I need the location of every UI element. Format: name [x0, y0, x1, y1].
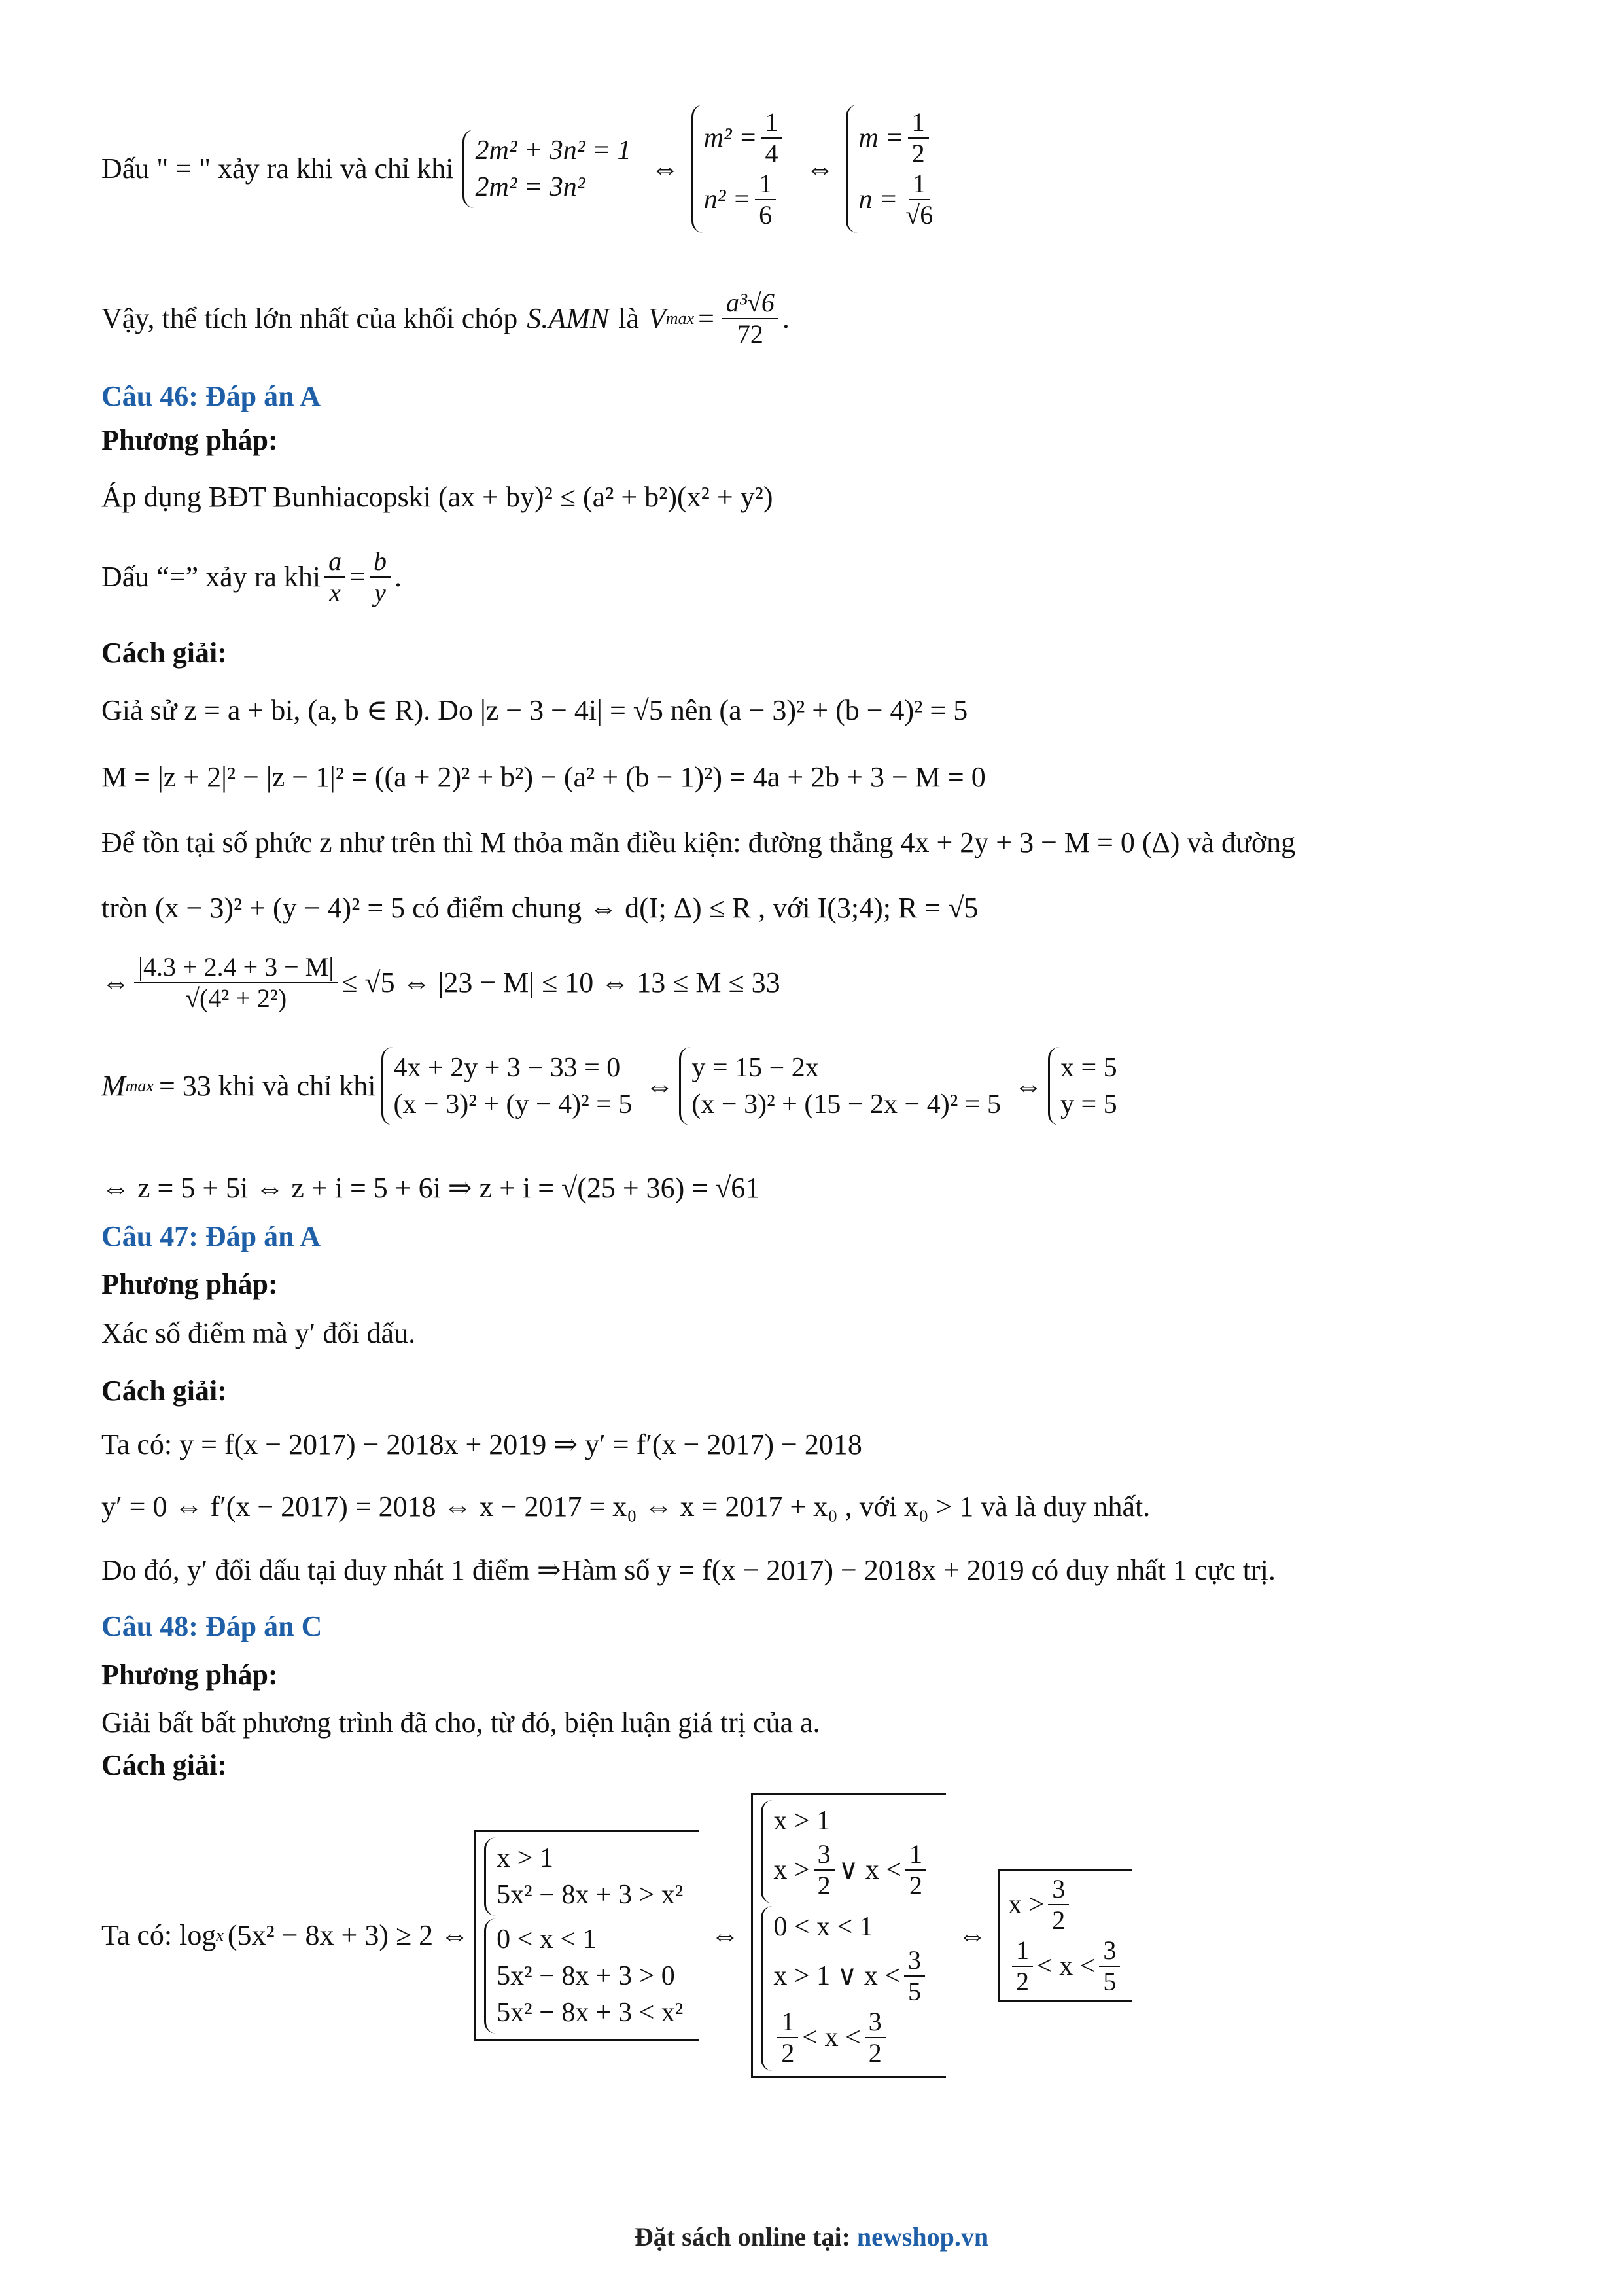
case-set-3: x > $\frac{3}{2}$ $\frac{1}{2}$ < x < $\frac{3}{5}$ — [998, 1869, 1132, 2002]
q48-solution-label: Cách giải: — [101, 1749, 227, 1781]
case-set-1 — [474, 1830, 699, 2041]
case-1a: x > 1 5x² − 8x + 3 > x² — [484, 1837, 691, 1916]
fraction: $\frac{1}{2}$ — [908, 107, 929, 169]
q48-derivation: Ta có: log x (5x² − 8x + 3) ≥ 2 ⇔ x > 1 5x² − 8x + 3 > x² 0 < x < 1 5x² − 8x + 3 > 0 5x² − 8x + 3 < x² ⇔ x > 1 x > $\frac{3}{2}$ ∨ x < $\frac{1}{2}$ 0 < x < 1 x > 1 ∨ x < $\frac{3}{5}$ $\frac{1}{2}$ < x < $\frac{3}{2}$ ⇔ x > $\frac{3}{2}$ $\frac{1}{2}$ < x < $\frac{3}{5}$ — [101, 1793, 1137, 2078]
q46-heading: Câu 46: Đáp án A — [101, 380, 321, 412]
equality-condition-line: Dấu " = " xảy ra khi và chỉ khi 2m² + 3n² = 1 2m² = 3n² ⇔ m² = $\frac{1}{4}$ n² = $\frac{1}{6}$ ⇔ m = $\frac{1}{2}$ n = $\frac{1}{√6}$ — [101, 105, 954, 233]
system-2: m² = $\frac{1}{4}$ n² = $\frac{1}{6}$ — [691, 105, 794, 233]
q48-heading: Câu 48: Đáp án C — [101, 1610, 323, 1642]
q46-method-1: Áp dụng BĐT Bunhiacopski (ax + by)² ≤ (a² + b²)(x² + y²) — [101, 481, 773, 513]
footer: Đặt sách online tại: newshop.vn — [634, 2222, 989, 2252]
q46-step-2: M = |z + 2|² − |z − 1|² = ((a + 2)² + b²) − (a² + (b − 1)²) = 4a + 2b + 3 − M = 0 — [101, 761, 986, 793]
q46-step-3: Để tồn tại số phức z như trên thì M thỏa mãn điều kiện: đường thẳng 4x + 2y + 3 − M = 0 (Δ) và đường — [101, 826, 1296, 858]
case-1b: 0 < x < 1 5x² − 8x + 3 > 0 5x² − 8x + 3 < x² — [484, 1918, 691, 2034]
system-1: 2m² + 3n² = 1 2m² = 3n² — [462, 130, 638, 208]
equality-label: Dấu " = " xảy ra khi và chỉ khi — [101, 152, 454, 185]
q47-solution-label: Cách giải: — [101, 1375, 227, 1407]
q46-method-2: Dấu “=” xảy ra khi $\frac{a}{x}$ = $\frac{b}{y}$ . — [101, 546, 402, 607]
system-max-2: y = 15 − 2x (x − 3)² + (15 − 2x − 4)² = 5 — [679, 1047, 1009, 1125]
volume-fraction: $\frac{\text{a³√6}}{72}$ — [722, 288, 778, 349]
system-max-3: x = 5 y = 5 — [1048, 1047, 1125, 1125]
q47-step-2: y′ = 0 ⇔ f′(x − 2017) = 2018 ⇔ x − 2017 = x₀ ⇔ x = 2017 + x₀ , với x₀ > 1 và là duy nhất. — [101, 1491, 1151, 1523]
q47-method-label: Phương pháp: — [101, 1268, 278, 1300]
system-3: m = $\frac{1}{2}$ n = $\frac{1}{√6}$ — [846, 105, 949, 233]
fraction: $\frac{1}{6}$ — [755, 169, 776, 230]
distance-fraction: $\frac{|4.3 + 2.4 + 3 - M|}{\text{√(4² + 2²)}}$ — [134, 952, 338, 1014]
q46-step-6: M max = 33 khi và chỉ khi 4x + 2y + 3 − 33 = 0 (x − 3)² + (y − 4)² = 5 ⇔ y = 15 − 2x (x − 3)² + (15 − 2x − 4)² = 5 ⇔ x = 5 y = 5 — [101, 1047, 1130, 1125]
fraction: $\frac{b}{y}$ — [370, 546, 391, 608]
q46-step-7: ⇔ z = 5 + 5i ⇔ z + i = 5 + 6i ⇒ z + i = √(25 + 36) = √61 — [101, 1172, 760, 1204]
q47-step-3: Do đó, y′ đổi dấu tại duy nhát 1 điểm ⇒Hàm số y = f(x − 2017) − 2018x + 2019 có duy nhất 1 cực trị. — [101, 1554, 1276, 1586]
q46-solution-label: Cách giải: — [101, 637, 227, 669]
case-set-2 — [751, 1793, 946, 2078]
case-2a: x > 1 x > $\frac{3}{2}$ ∨ x < $\frac{1}{2}$ — [761, 1800, 938, 1903]
case-2b: 0 < x < 1 x > 1 ∨ x < $\frac{3}{5}$ $\frac{1}{2}$ < x < $\frac{3}{2}$ — [761, 1906, 938, 2071]
q46-step-5: ⇔ $\frac{|4.3 + 2.4 + 3 - M|}{\text{√(4² + 2²)}}$ ≤ √5 ⇔ |23 − M| ≤ 10 ⇔ 13 ≤ M ≤ 33 — [101, 952, 780, 1013]
system-max-1: 4x + 2y + 3 − 33 = 0 (x − 3)² + (y − 4)² = 5 — [381, 1047, 640, 1125]
q46-step-4: tròn (x − 3)² + (y − 4)² = 5 có điểm chung ⇔ d(I; Δ) ≤ R , với I(3;4); R = √5 — [101, 892, 979, 924]
q47-heading: Câu 47: Đáp án A — [101, 1220, 321, 1252]
fraction: $\frac{a}{x}$ — [324, 546, 345, 608]
q48-method-label: Phương pháp: — [101, 1659, 278, 1691]
fraction: $\frac{1}{√6}$ — [905, 169, 934, 230]
volume-conclusion-line: Vậy, thể tích lớn nhất của khối chóp S.AMN là V max = $\frac{\text{a³√6}}{72}$ . — [101, 288, 790, 349]
q46-method-label: Phương pháp: — [101, 424, 278, 456]
q47-step-1: Ta có: y = f(x − 2017) − 2018x + 2019 ⇒ y′ = f′(x − 2017) − 2018 — [101, 1428, 862, 1460]
fraction: $\frac{1}{4}$ — [761, 107, 782, 169]
q48-method-1: Giải bất bất phương trình đã cho, từ đó, biện luận giá trị của a. — [101, 1706, 820, 1739]
footer-site-link[interactable]: newshop.vn — [856, 2222, 989, 2252]
q47-method-1: Xác số điểm mà y′ đổi dấu. — [101, 1317, 416, 1349]
q46-step-1: Giả sử z = a + bi, (a, b ∈ R). Do |z − 3 − 4i| = √5 nên (a − 3)² + (b − 4)² = 5 — [101, 694, 968, 726]
